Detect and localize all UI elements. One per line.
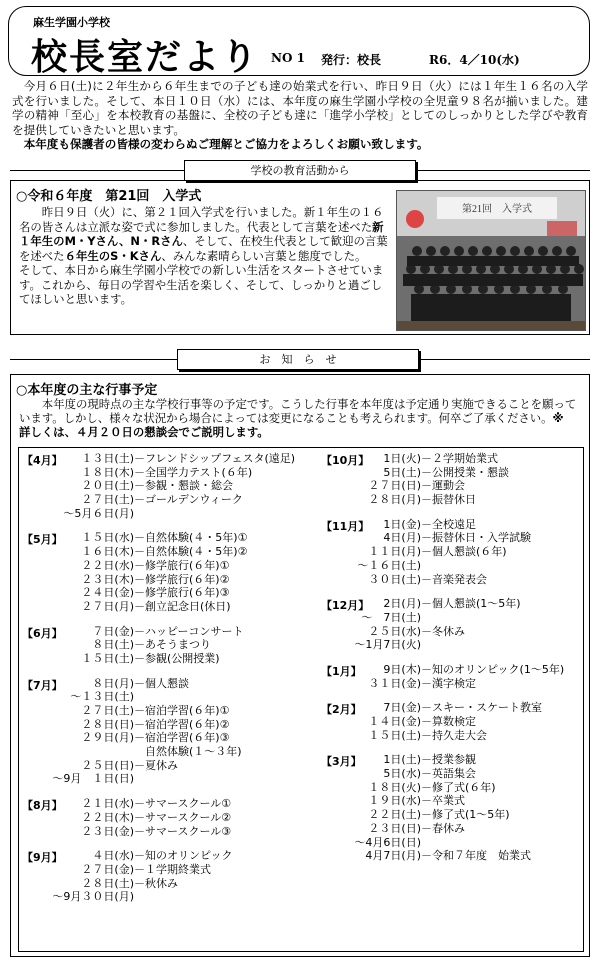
month-label: 【11月】 [321, 519, 370, 533]
schedule-item [22, 890, 318, 904]
schedule-date: ～4月6日(日) [354, 835, 421, 849]
schedule-date: ～１３日(土) [70, 690, 134, 704]
section-header-label: お 知 ら せ [177, 349, 419, 370]
schedule-date: ３０日(土) [368, 572, 421, 586]
schedule-date: ２７日(月) [81, 599, 134, 613]
photo-sign-text: 第21回 入学式 [462, 204, 532, 215]
schedule-event: －漢字検定 [421, 676, 476, 690]
schedule-item [22, 690, 318, 704]
schedule-date: ２７日(日) [368, 479, 421, 493]
schedule-item [22, 600, 318, 614]
schedule-date: ２５日(日) [81, 758, 134, 772]
schedule-event: －修学旅行(６年)③ [134, 586, 230, 600]
schedule-event: －卒業式 [421, 794, 465, 808]
school-name: 麻生学園小学校 [33, 16, 110, 29]
schedule-column-right [321, 452, 581, 874]
body-bold-text: 新１年生のM・Yさん、N・Rさん [19, 219, 384, 248]
schedule-date: ２３日(金) [81, 824, 134, 838]
schedule-date: １３日(土) [81, 452, 134, 465]
schedule-date: ～5月６日(月) [63, 506, 134, 520]
schedule-event: －ハッピーコンサート [134, 624, 244, 638]
schedule-event: －宿泊学習(６年)① [134, 704, 230, 717]
schedule-event: －フレンドシップフェスタ(遠足) [134, 452, 296, 465]
schedule-item [22, 545, 318, 559]
schedule-event: －全校遠足 [421, 517, 476, 531]
schedule-date: ２８日(月) [368, 493, 421, 507]
schedule-date: ８日(土) [92, 638, 134, 652]
schedule-date: ２５日(水) [368, 624, 421, 638]
schedule-month [321, 518, 581, 586]
intro-closing: 本年度も保護者の皆様の変わらぬご理解とご協力をよろしくお願い致します。 [23, 137, 429, 151]
body-text: そして、本日から麻生学園小学校での新しい生活をスタートさせています。これから、毎日の学習や生活を楽しく、そして、しっかりと過ごしてほしいと思います。 [19, 263, 384, 306]
schedule-event: －スキー・スケート教室 [421, 701, 542, 715]
schedule-event: －個人懇談(1～5年) [421, 597, 521, 611]
schedule-item [22, 652, 318, 666]
schedule-item [321, 822, 581, 836]
schedule-item [22, 638, 318, 652]
schedule-date: ２２日(水) [81, 558, 134, 572]
schedule-date: 1日(土) [383, 753, 421, 767]
schedule-date: 5日(土) [383, 465, 421, 479]
schedule-date: ～１６日(土) [357, 558, 421, 572]
month-label: 【1月】 [321, 664, 362, 678]
schedule-table [18, 447, 584, 952]
schedule-item [22, 731, 318, 745]
schedule-item [22, 531, 318, 545]
schedule-item [321, 559, 581, 573]
schedule-month [321, 701, 581, 742]
section-header-activities [10, 160, 590, 181]
schedule-event: －参観・懇談・総会 [134, 479, 233, 493]
masthead [8, 6, 590, 76]
schedule-item [22, 811, 318, 825]
schedule-event: －公開授業・懇談 [421, 465, 509, 479]
schedule-event: －１学期終業式 [134, 862, 211, 876]
schedule-item [321, 545, 581, 559]
schedule-item [321, 794, 581, 808]
schedule-date: ２２日(土) [368, 808, 421, 822]
schedule-event: －夏休み [134, 758, 178, 772]
schedule-item [22, 877, 318, 891]
schedule-date: ２１日(水) [81, 797, 134, 811]
schedule-item [321, 625, 581, 639]
entrance-ceremony-section [10, 180, 590, 335]
schedule-section [10, 374, 590, 957]
schedule-date: ～ 7日(土) [361, 610, 421, 624]
schedule-month [22, 849, 318, 904]
schedule-item [22, 573, 318, 587]
schedule-item [321, 479, 581, 493]
schedule-event: －秋休み [134, 876, 178, 890]
schedule-date: ２２日(木) [81, 810, 134, 824]
schedule-date: ２９日(月) [81, 731, 134, 745]
schedule-date: 2日(月) [383, 597, 421, 611]
schedule-event: －宿泊学習(６年)② [134, 717, 230, 731]
month-label: 【6月】 [22, 626, 63, 640]
issue-date: R6．4／10(水) [429, 53, 520, 67]
month-label: 【12月】 [321, 599, 370, 613]
schedule-event: －ゴールデンウィーク [134, 493, 243, 507]
schedule-event: －修学旅行(６年)① [134, 558, 230, 572]
schedule-event: －知のオリンピック(1～5年) [421, 662, 565, 676]
schedule-event: －全国学力テスト(６年) [134, 465, 253, 479]
schedule-event: －修了式(６年) [421, 780, 496, 794]
schedule-date: １５日(土) [81, 651, 134, 665]
schedule-event: －サマースクール② [134, 810, 232, 824]
schedule-date: 4日(月) [383, 531, 421, 545]
schedule-event: －自然体験(４・5年)① [134, 531, 248, 545]
schedule-item [321, 836, 581, 850]
intro-paragraph: 今月６日(土)に２年生から６年生までの子ども達の始業式を行い、昨日９日（火）には１年生１６名の入学式を行いました。そして、本日１０日（水）には、本年度の麻生学園小学校の全児童９８名が揃いました。建学の精神「至心」を本校教育の基盤に、全校の子ども達に「進学小学校」としてのしっかりとした学びや教育を提供していきたいと思います。 [12, 79, 588, 137]
schedule-date: ２７日(土) [81, 704, 134, 717]
schedule-event: －算数検定 [421, 715, 476, 728]
schedule-event: －冬休み [421, 624, 465, 638]
section-header-label: 学校の教育活動から [184, 160, 416, 181]
schedule-item [22, 772, 318, 786]
month-label: 【5月】 [22, 533, 63, 547]
schedule-month [22, 797, 318, 838]
schedule-date: ２４日(金) [81, 586, 134, 600]
schedule-item [321, 781, 581, 795]
schedule-date: ２３日(木) [81, 572, 134, 586]
section-title: ○令和６年度 第21回 入学式 [16, 189, 202, 204]
schedule-date: ２７日(金) [81, 862, 134, 876]
schedule-date: ２３日(日) [368, 821, 421, 835]
schedule-date: 4月7日(月) [365, 849, 421, 863]
schedule-item [321, 849, 581, 863]
schedule-item [321, 493, 581, 507]
schedule-item [22, 704, 318, 718]
schedule-date: １５日(水) [81, 531, 134, 545]
schedule-date: ２８日(日) [81, 717, 134, 731]
schedule-item [22, 493, 318, 507]
schedule-event: －運動会 [421, 479, 465, 493]
publisher: 発行：校長 [321, 53, 382, 67]
schedule-event: －授業参観 [421, 753, 476, 767]
schedule-event: －令和７年度 始業式 [421, 849, 531, 863]
schedule-event: －修了式(1～5年) [421, 808, 510, 822]
schedule-month [22, 452, 318, 520]
schedule-date: １８日(火) [368, 780, 421, 794]
schedule-column-left [22, 452, 318, 915]
schedule-item [22, 849, 318, 863]
schedule-month [321, 597, 581, 652]
schedule-date: １１日(月) [368, 545, 421, 559]
schedule-item [22, 466, 318, 480]
schedule-date: １４日(金) [368, 715, 421, 728]
schedule-month [22, 677, 318, 787]
schedule-event: －自然体験(４・5年)② [134, 545, 248, 559]
schedule-event: －音楽発表会 [421, 572, 487, 586]
schedule-item [22, 825, 318, 839]
schedule-event: －創立記念日(休日) [134, 599, 231, 613]
schedule-item [22, 507, 318, 521]
month-label: 【10月】 [321, 454, 370, 467]
body-bold-text: ６年生のS・Kさん [64, 248, 162, 263]
schedule-item [22, 452, 318, 466]
schedule-date: １６日(木) [81, 545, 134, 559]
schedule-event: －知のオリンピック [134, 849, 233, 863]
schedule-note: ※ 詳しくは、４月２０日の懇談会でご説明します。 [19, 411, 576, 439]
month-label: 【2月】 [321, 703, 362, 717]
ceremony-photo-illustration [397, 191, 586, 331]
body-text: 昨日９日（火）に、第２１回入学式を行いました。新１年生の１６名の皆さんは立派な姿で式に参加しました。代表として言葉を述べた [19, 205, 384, 234]
schedule-item [22, 677, 318, 691]
schedule-event: －修学旅行(６年)② [134, 572, 230, 586]
schedule-event: 自然体験(１～３年) [134, 745, 242, 759]
schedule-month [22, 531, 318, 613]
schedule-item [22, 586, 318, 600]
schedule-event: －あそうまつり [134, 638, 211, 652]
schedule-date: ～9月 １日(日) [52, 772, 134, 786]
schedule-event: －参観(公開授業) [134, 651, 220, 665]
schedule-date: 7日(金) [383, 701, 421, 715]
schedule-item [22, 625, 318, 639]
issue-number: NO 1 [271, 51, 305, 65]
schedule-date: ８日(月) [92, 676, 134, 690]
schedule-item [22, 479, 318, 493]
schedule-item [321, 573, 581, 587]
month-label: 【9月】 [22, 851, 63, 865]
section-header-notices [10, 349, 590, 370]
schedule-event: －個人懇談 [134, 676, 189, 690]
schedule-item [22, 759, 318, 773]
schedule-date: 5日(水) [383, 767, 421, 781]
schedule-item [22, 559, 318, 573]
schedule-date: ～9月３０日(月) [52, 890, 134, 904]
section-body [19, 397, 585, 439]
schedule-month [22, 625, 318, 666]
section-body [19, 205, 391, 307]
schedule-item [321, 808, 581, 822]
schedule-month [321, 663, 581, 690]
month-label: 【4月】 [22, 454, 63, 467]
body-text: 、そして、在校生代表として歓迎の言葉を述べた [19, 234, 388, 263]
schedule-month [321, 753, 581, 863]
schedule-event: －宿泊学習(６年)③ [134, 731, 230, 745]
schedule-item [22, 797, 318, 811]
newsletter-title: 校長室だより [31, 36, 260, 78]
schedule-date: ２０日(土) [81, 479, 134, 493]
schedule-date: ２８日(土) [81, 876, 134, 890]
schedule-date: 1日(金) [383, 517, 421, 531]
schedule-date: 9日(木) [383, 662, 421, 676]
ceremony-photo [396, 190, 586, 331]
schedule-date: ～1月7日(火) [354, 638, 421, 652]
schedule-date: 1日(火) [383, 452, 421, 465]
schedule-event: －持久走大会 [421, 728, 487, 742]
schedule-event: －振替休日 [421, 493, 476, 507]
schedule-date: ２７日(土) [81, 493, 134, 507]
schedule-item [22, 718, 318, 732]
schedule-date: １９日(水) [368, 794, 421, 808]
schedule-event: －振替休日・入学試験 [421, 531, 531, 545]
body-text: 本年度の現時点の主な学校行事等の予定です。こうした行事を本年度は予定通り実施できることを願っています。しかし、様々な状況から場合によっては変更になることも考えられます。何卒ご了承ください。 [19, 397, 577, 425]
schedule-date: １５日(土) [368, 728, 421, 742]
body-text: 、みんな素晴らしい言葉と態度でした。 [161, 248, 367, 263]
schedule-event: －サマースクール① [134, 797, 232, 811]
schedule-event: －春休み [421, 821, 465, 835]
schedule-date: １８日(木) [81, 465, 134, 479]
schedule-month [321, 452, 581, 507]
schedule-date: ４日(水) [92, 849, 134, 863]
schedule-date: ３１日(金) [368, 676, 421, 690]
schedule-item [22, 745, 318, 759]
schedule-item [22, 863, 318, 877]
schedule-event: －２学期始業式 [421, 452, 498, 465]
schedule-item [321, 729, 581, 743]
schedule-event: －個人懇談(６年) [421, 545, 507, 559]
schedule-event: －サマースクール③ [134, 824, 232, 838]
month-label: 【8月】 [22, 799, 63, 813]
schedule-date: ７日(金) [92, 624, 134, 638]
schedule-item [321, 638, 581, 652]
month-label: 【7月】 [22, 678, 63, 692]
month-label: 【3月】 [321, 755, 362, 769]
schedule-event: －英語集会 [421, 767, 476, 781]
section-title: ○本年度の主な行事予定 [16, 383, 158, 398]
